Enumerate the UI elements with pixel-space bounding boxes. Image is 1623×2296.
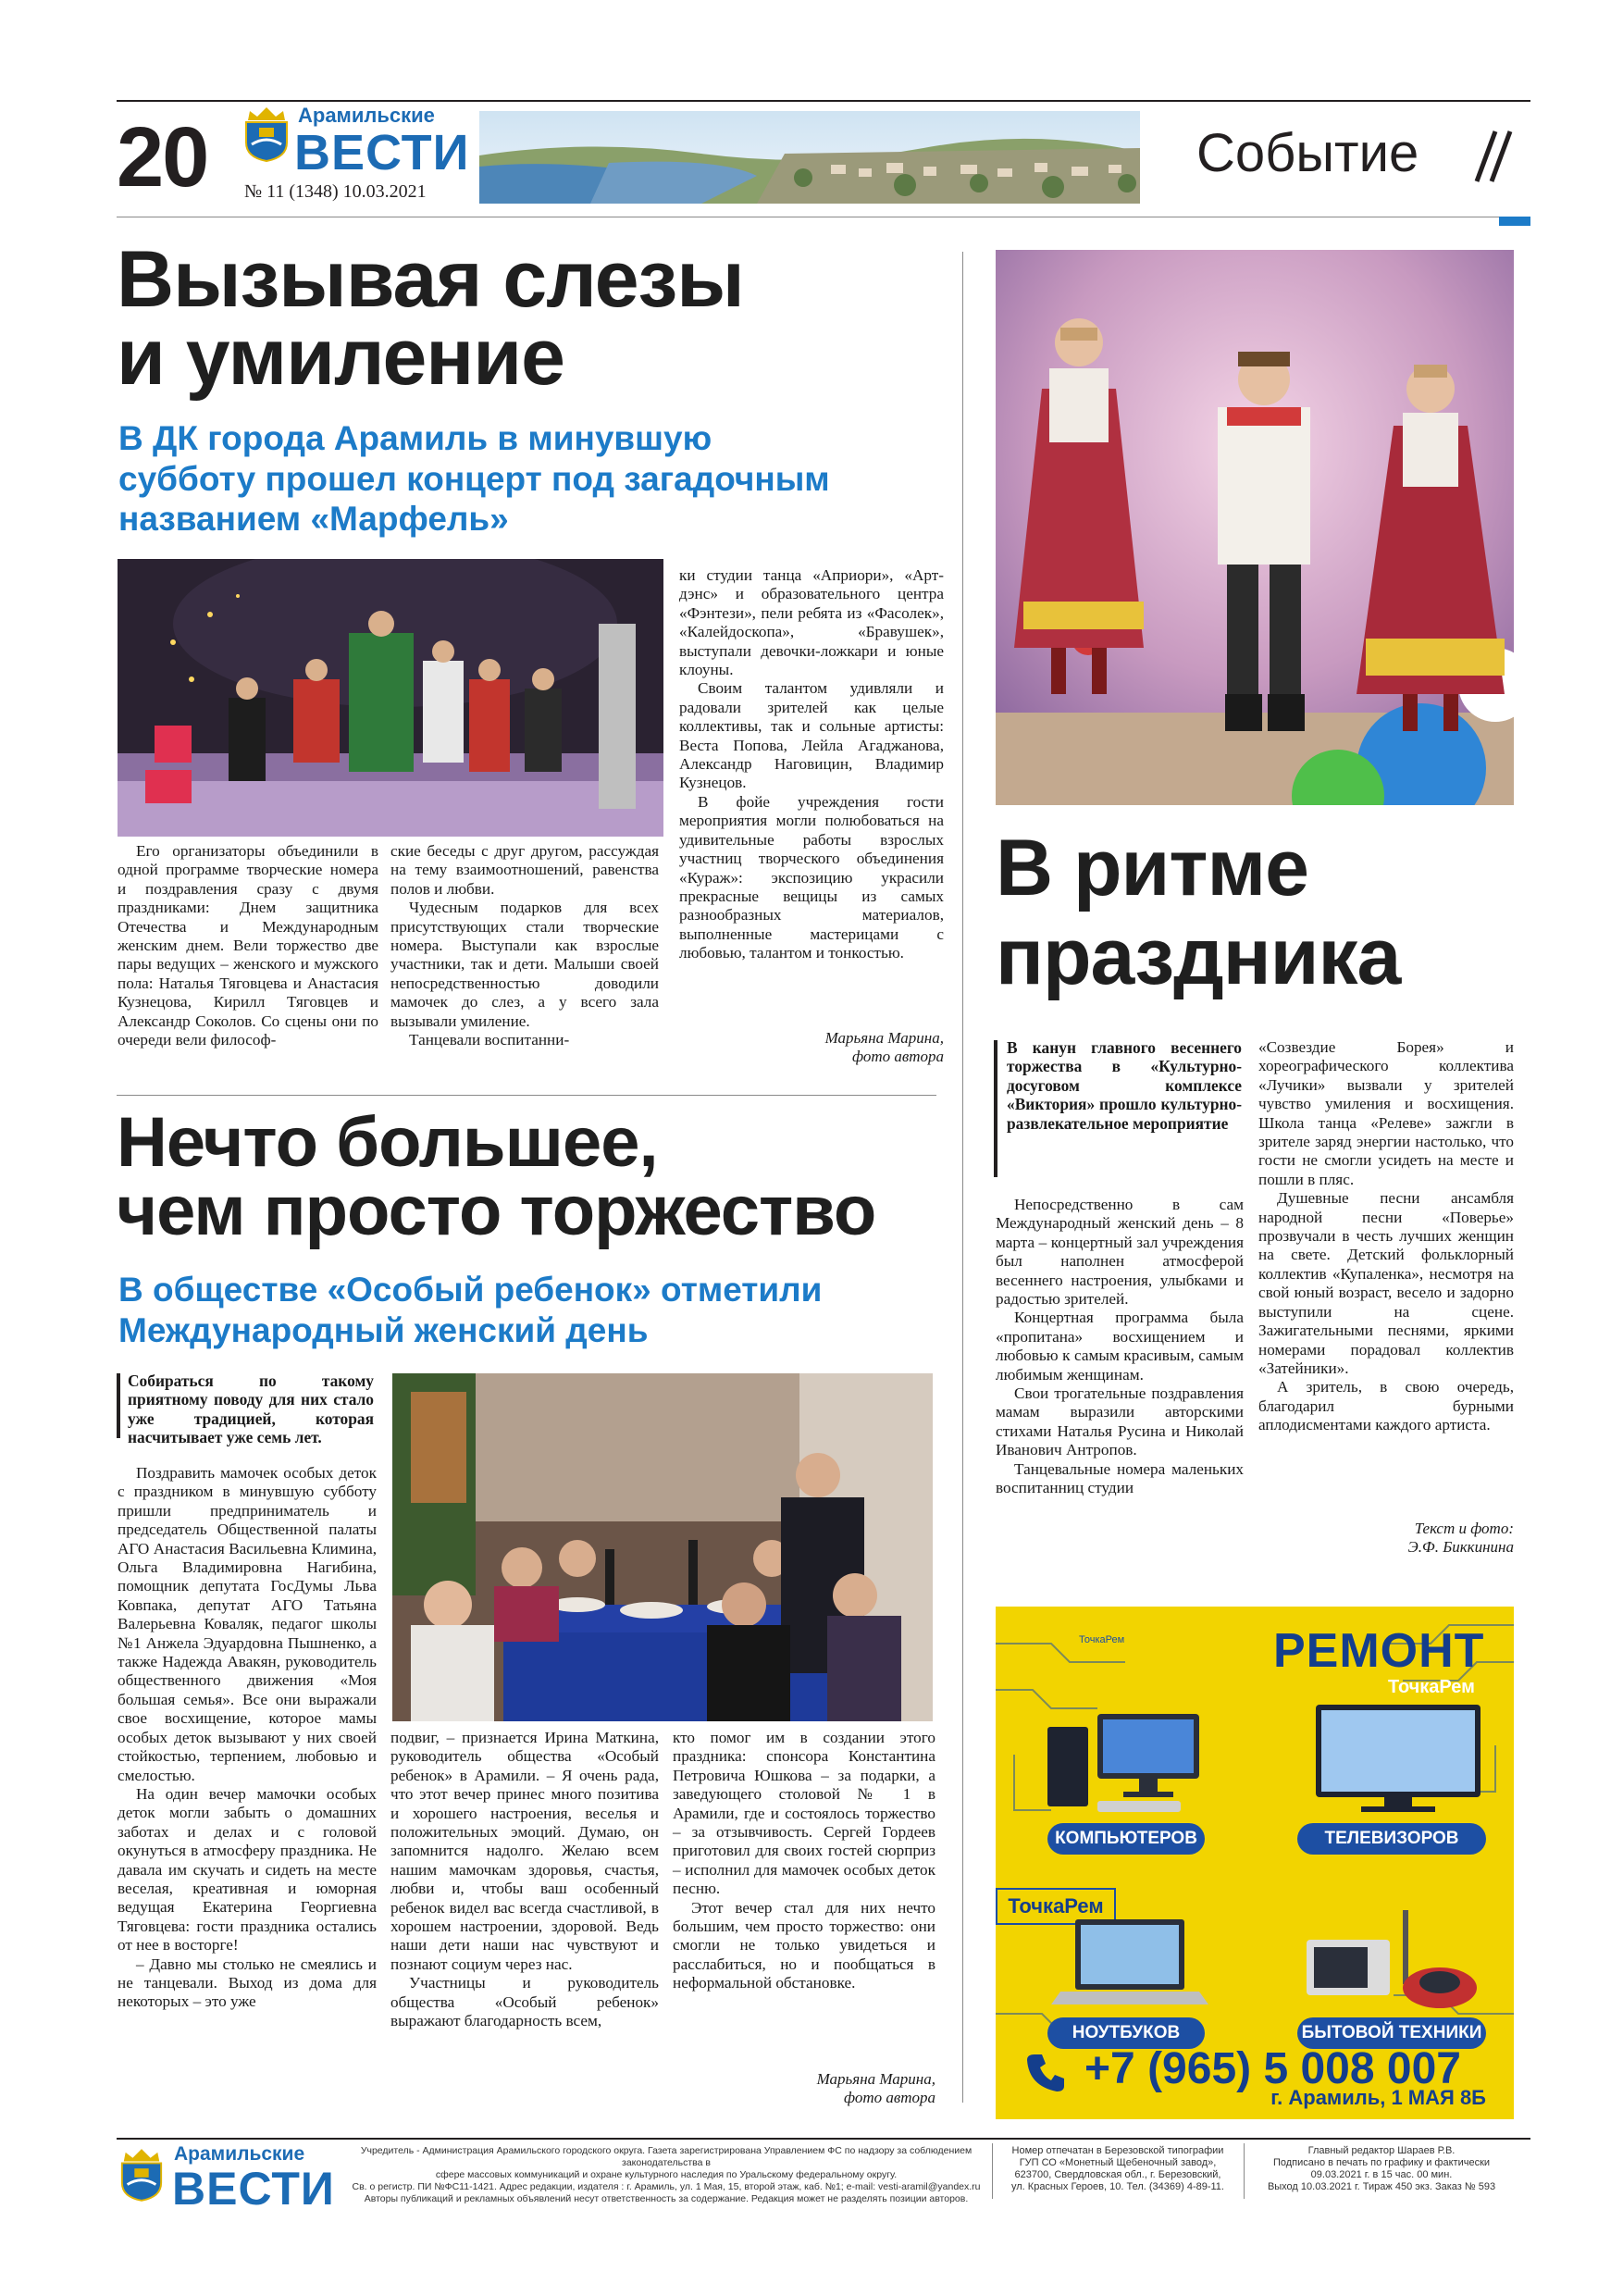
lead-marker	[117, 1373, 120, 1438]
tv-icon	[1310, 1699, 1486, 1819]
article2-column-3: кто помог им в создании этого праздника: спонсора Константина Петровича Юшкова – за подарки, а заведующего столовой № 1 в Арамили, где и состоялось торжество – за отзывчивость. Сергей Гордеев приготовил для своих гостей сюрприз – исполнил для мамочек особых деток песню. Этот вечер стал для них нечто большим, чем просто торжество: они смогли не только увидеться и расслабиться, но и пообщаться в неформальной обстановке.	[673, 1729, 935, 1992]
article1-byline: Марьяна Марина, фото автора	[824, 1029, 944, 1065]
brand-name: ВЕСТИ	[294, 125, 470, 180]
page-number: 20	[117, 110, 208, 205]
article2-column-2: подвиг, – признается Ирина Маткина, руководитель общества «Особый ребенок» в Арамили. – Я очень рада, что этот вечер принес много позитива и хорошего настроения, веселья и положительных эмоций. Думаю, он запомнится надолго. Желаю всем нашим мамочкам здоровья, счастья, любви и, чтобы ваш особенный ребенок видел вас всегда счастливой, в хорошем настроении, здоровой. Ведь наши дети наши нас чувствуют и познают социум через нас. Участницы и руководитель общества «Особый ребенок» выражают благодарность всем,	[390, 1729, 659, 2030]
lead-marker-2	[994, 1040, 997, 1177]
coat-of-arms-icon	[242, 104, 291, 163]
brand-name-small: Арамильские	[298, 104, 435, 127]
article1-column-2: ские беседы с друг другом, рассуждая на тему взаимоотношений, равенства полов и любви. Чудесным подарков для всех присутствующих стали творческие номера. Выступали как взрослые участники, так и дети. Малыши своей непосредственностью доводили мамочек до слез, а у всего зала вызывали умиление. Танцевали воспитанни-	[390, 842, 659, 1049]
article1-photo-dancers	[118, 559, 663, 837]
repair-advertisement[interactable]	[996, 1607, 1514, 2119]
article3-column-2: «Созвездие Борея» и хореографического коллектива «Лучики» вызвали у зрителей чувство умиления и восхищения. Школа танца «Релеве» зажгли в зрителе заряд энергии настолько, что гости не смогли усидеть на месте и пошли в пляс. Душевные песни ансамбля народной песни «Поверье» прозвучали в честь лучших женщин на свете. Детский фольклорный коллектив «Купаленка», несмотря на свой юный возраст, весело и задорно выступили на сцене. Зажигательными песнями, яркими номерами порадовал коллектив «Затейники». А зритель, в свою очередь, благодарил бурными аплодисментами каждого артиста.	[1258, 1038, 1514, 1434]
footer-top-rule	[117, 2138, 1530, 2140]
footer-divider-2	[1244, 2143, 1245, 2199]
article3-column-1: Непосредственно в сам Международный женский день – 8 марта – концертный зал учреждения был наполнен атмосферой весеннего настроения, улыбками и радостью зрителей. Концертная программа была «пропитана» восхищением и любовью к самым красивым, самым любимым женщинам. Свои трогательные поздравления мамам выразили авторскими стихами Наталья Русина и Николай Иванович Антропов. Танцевальные номера маленьких воспитанниц студии	[996, 1196, 1244, 1497]
section-title: Событие	[1196, 123, 1419, 183]
article2-column-1: Поздравить мамочек особых деток с праздником в минувшую субботу пришли предприниматель и председатель Общественной палаты АГО Анастасия Васильевна Климина, Ольга Владимировна Нагибина, помощник депутата ГосДумы Льва Ковпака, депутат АГО Татьяна Валерьевна Коваляк, педагог школы №1 Анжела Эдуардовна Пышненко, а также Надежда Авакян, руководитель общественного движения «Моя большая семья». Все они выражали свое восхищение, которое мамы особых деток вызывают у них своей стойкостью, терпением, любовью и смелостью. На один вечер мамочки особых деток могли забыть о домашних заботах и делах и с головой окунуться в атмосферу праздника. Не давала им скучать и сидеть на месте веселая, креативная и юморная ведущая Екатерина Георгиевна Тяговцева: гости праздника остались от нее в восторге! – Давно мы столько не смеялись и не танцевали. Выход из дома для некоторых – это уже	[118, 1464, 377, 2011]
ad-address: г. Арамиль, 1 МАЯ 8Б	[1270, 2086, 1486, 2109]
article1-column-3: ки студии танца «Априори», «Арт-дэнс» и образовательного центра «Фэнтези», пели ребята из «Фасолек», «Калейдоскопа», «Бравушек», выступали девочки-ложкари и юные клоуны. Своим талантом удивляли и радовали зрителей как целые коллективы, так и сольные артисты: Веста Попова, Лейла Агаджанова, Александр Наговицин, Владимир Кузнецов. В фойе учреждения гости мероприятия могли полюбоваться на удивительные работы взрослых участниц творческого объединения «Кураж»: экспозицию украсили прекрасные вещицы из самых разнообразных материалов, выполненные мастерицами с любовью, талантом и тонкостью.	[679, 566, 944, 962]
footer-founder-info: Учредитель - Администрация Арамильского городского округа. Газета зарегистрирована Управлением ФС по надзору за соблюдением законодательства в сфере массовых коммуникаций и охране культурного наследия по Уральскому федеральному округу. Св. о регистр. ПИ №ФС11-1421. Адрес редакции, издателя : г. Арамиль, ул. 1 Мая, 15, второй этаж, каб. №1; e-mail: vesti-aramil@yandex.ru Авторы публикаций и рекламных объявлений несут ответственность за содержание. Редакция может не разделять позиции авторов.	[352, 2145, 981, 2204]
article2-headline: Нечто большее, чем просто торжество	[117, 1103, 876, 1251]
ad-title: РЕМОНТ	[1273, 1624, 1485, 1678]
footer-coat-of-arms-icon	[118, 2145, 165, 2203]
ad-item-computers: КОМПЬЮТЕРОВ	[1047, 1823, 1205, 1855]
article1-column-1: Его организаторы объединили в одной программе творческие номера и поздравления сразу с двумя праздниками: Днем защитника Отечества и Международным женским днем. Вели торжество две пары ведущих – женского и мужского пола: Наталья Тяговцева и Анастасия Кузнецова, Кирилл Тяговцев и Александр Соколов. Со сцены они по очереди вели философ-	[118, 842, 378, 1049]
article3-lead: В канун главного весеннего торжества в «Культурно-досуговом комплексе «Виктория» прошло культурно-развлекательное мероприятие	[1007, 1038, 1242, 1133]
footer-editor-info: Главный редактор Шараев Р.В. Подписано в печать по графику и фактически 09.03.2021 г. в 15 час. 00 мин. Выход 10.03.2021 г. Тираж 450 экз. Заказ № 593	[1267, 2145, 1496, 2192]
ad-brand-badge: ТочкаРем	[996, 1888, 1116, 1925]
computer-icon	[1042, 1708, 1208, 1819]
ad-item-appliances: БЫТОВОЙ ТЕХНИКИ	[1297, 2017, 1486, 2049]
footer-brand-small: Арамильские	[174, 2143, 305, 2165]
article1-deck: В ДК города Арамиль в минувшую субботу прошел концерт под загадочным названием «Марфель»	[118, 419, 830, 539]
article3-headline: В ритме праздника	[996, 824, 1401, 1002]
appliances-icon	[1301, 1903, 1495, 2014]
header-panorama-photo	[479, 111, 1140, 204]
double-slash-icon	[1460, 128, 1516, 185]
article2-byline: Марьяна Марина, фото автора	[816, 2070, 935, 2106]
article3-photo-singers	[996, 250, 1514, 805]
footer-divider-1	[992, 2143, 993, 2199]
laptop-icon	[1051, 1912, 1208, 2014]
article1-headline: Вызывая слезы и умиление	[117, 235, 744, 403]
ad-item-laptops: НОУТБУКОВ	[1047, 2017, 1205, 2049]
ad-phone[interactable]: +7 (965) 5 008 007	[1084, 2044, 1461, 2093]
header-accent-bar	[1499, 217, 1530, 226]
article2-deck: В обществе «Особый ребенок» отметили Международный женский день	[118, 1271, 823, 1349]
column-divider	[962, 252, 963, 2103]
article-separator	[117, 1095, 936, 1096]
article3-byline: Текст и фото: Э.Ф. Биккинина	[1407, 1520, 1514, 1556]
ad-small-brand: ТочкаРем	[1079, 1634, 1125, 1645]
ad-item-tvs: ТЕЛЕВИЗОРОВ	[1297, 1823, 1486, 1855]
footer-brand: ВЕСТИ	[172, 2163, 335, 2215]
header-top-rule	[117, 100, 1530, 102]
article2-lead: Собираться по такому приятному поводу для них стало уже традицией, которая насчитывает уже семь лет.	[128, 1371, 374, 1447]
issue-number: № 11 (1348) 10.03.2021	[244, 181, 427, 202]
article2-photo-banquet	[392, 1373, 933, 1721]
footer-print-info: Номер отпечатан в Березовской типографии ГУП СО «Монетный Щебеночный завод», 623700, Свердловская обл., г. Березовский, ул. Красных Героев, 10. Тел. (34369) 4-89-11.	[1011, 2145, 1224, 2192]
ad-brand: ТочкаРем	[1388, 1677, 1475, 1697]
